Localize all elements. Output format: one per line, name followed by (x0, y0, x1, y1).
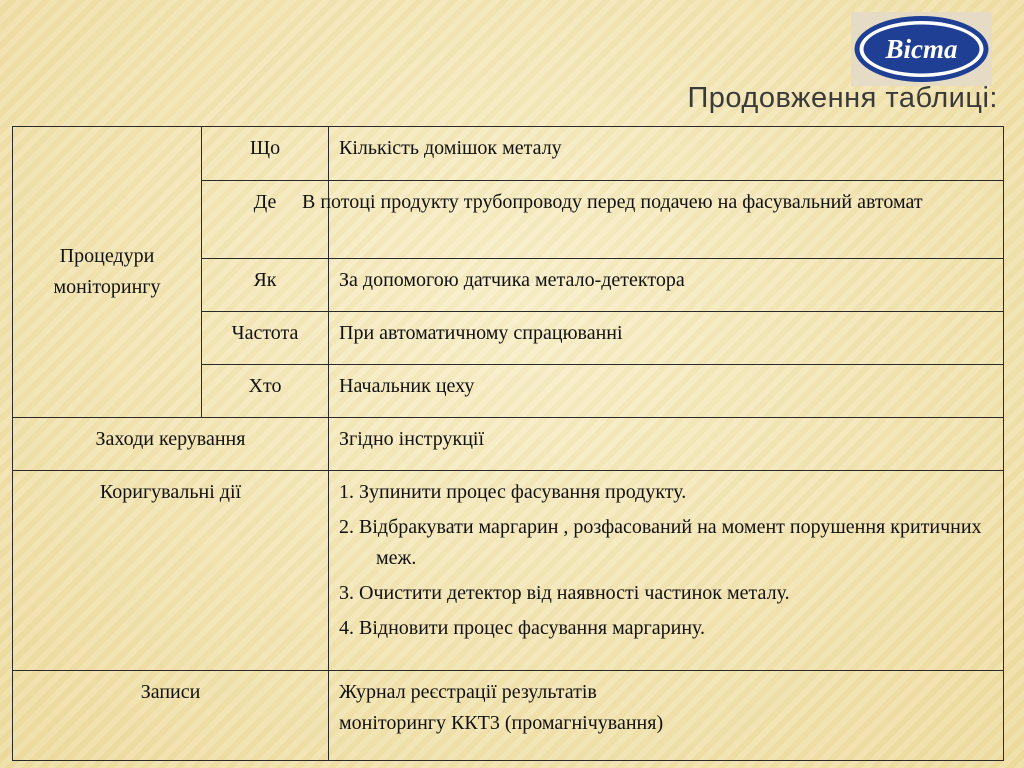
list-item: 1. Зупинити процес фасування продукту. (339, 481, 687, 503)
page-title: Продовження таблиці: (687, 82, 998, 114)
records-value: Журнал реєстрації результатів моніторингу ККТ3 (промагнічування) (329, 671, 1004, 761)
list-item: 4. Відновити процес фасування маргарину. (339, 617, 706, 639)
row-value-what: Кількість домішок металу (329, 127, 1004, 181)
corrective-actions-list (329, 471, 1004, 671)
table-row (13, 471, 1004, 671)
row-label-who: Хто (202, 365, 329, 418)
table-row (13, 127, 1004, 181)
vista-logo-icon (851, 12, 992, 86)
list-item: 3. Очистити детектор від наявності частинок металу. (339, 582, 790, 604)
row-value-how: За допомогою датчика метало-детектора (329, 259, 1004, 312)
monitoring-procedures-label: Процедури моніторингу (13, 127, 202, 418)
row-value-where: В потоці продукту трубопроводу перед подачею на фасувальний автомат (329, 181, 1004, 259)
logo-text: Віста (885, 34, 958, 64)
corrective-actions-label: Коригувальні дії (13, 471, 329, 671)
row-label-where: Де (202, 181, 329, 259)
control-measures-value: Згідно інструкції (329, 418, 1004, 471)
row-label-what: Що (202, 127, 329, 181)
haccp-table (12, 126, 1004, 761)
table-row (13, 418, 1004, 471)
table-row (13, 671, 1004, 761)
row-label-how: Як (202, 259, 329, 312)
row-value-who: Начальник цеху (329, 365, 1004, 418)
row-label-frequency: Частота (202, 312, 329, 365)
company-logo (851, 12, 992, 86)
row-value-frequency: При автоматичному спрацюванні (329, 312, 1004, 365)
records-label: Записи (13, 671, 329, 761)
list-item: 2. Відбракувати маргарин , розфасований на момент порушення критичних меж. (339, 516, 982, 569)
control-measures-label: Заходи керування (13, 418, 329, 471)
